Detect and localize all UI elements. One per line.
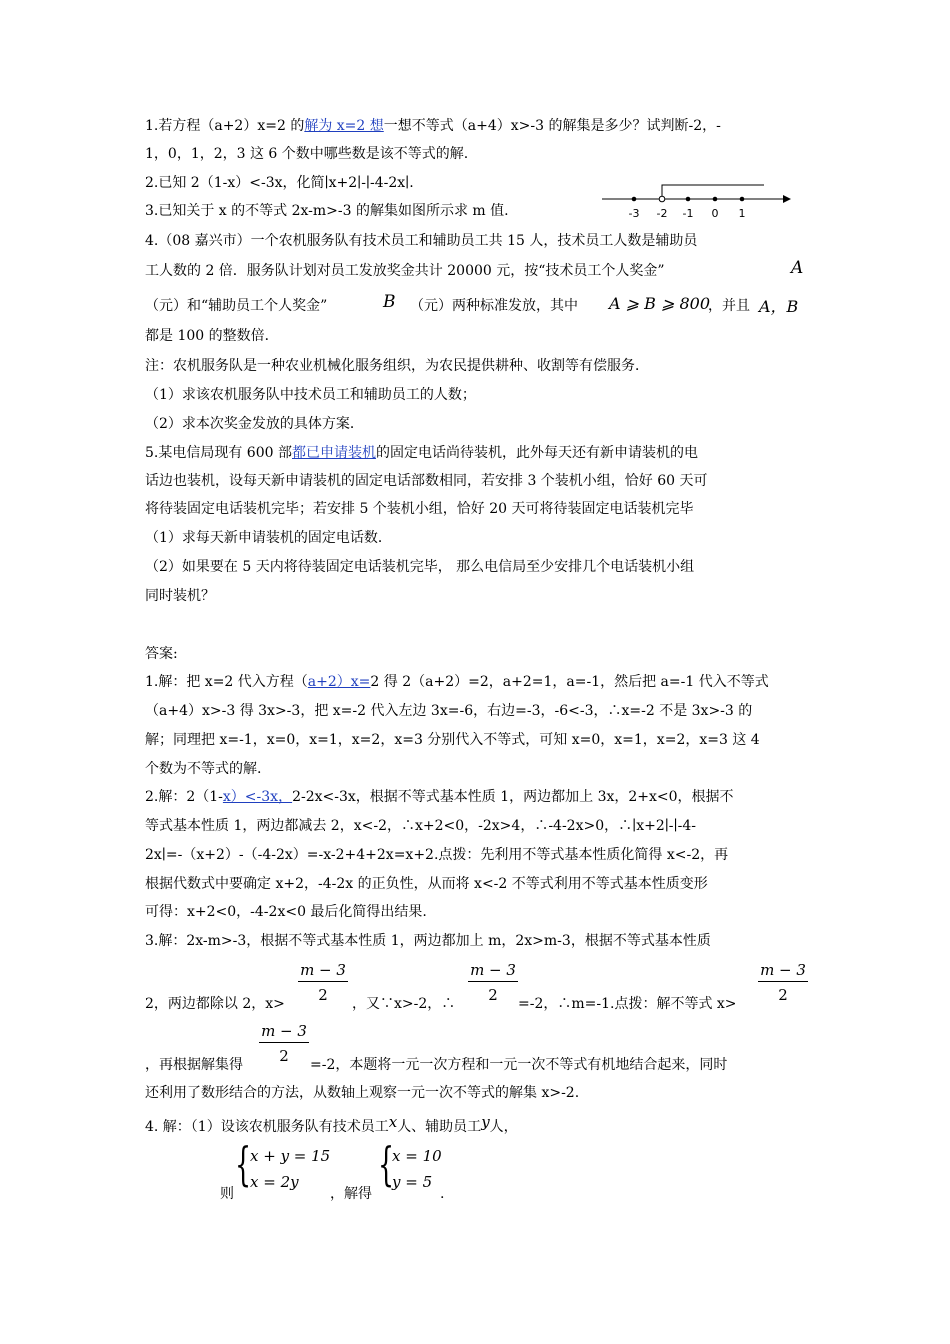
a4-x-symbol: x [388,1113,398,1131]
a2-line4: 根据代数式中要确定 x+2，-4-2x 的正负性，从而将 x<-2 不等式利用不等式基本性质变形 [145,876,708,892]
answers-heading: 答案: [145,646,178,662]
a4-text-b: 人、辅助员工 [397,1119,482,1135]
fraction-m-minus-3-over-2 [298,961,348,1004]
fraction-numerator: m − 3 [758,961,808,982]
q1-link[interactable]: 解为 x=2 想 [304,118,384,134]
a4-solve: ，解得 [330,1186,372,1202]
q1-line1 [145,116,721,136]
a3-line3-a: ，再根据解集得 [145,1057,243,1073]
q5-sub2: （2）如果要在 5 天内将待装固定电话装机完毕， 那么电信局至少安排几个电话装机小组 [145,559,695,575]
fraction-denominator: 2 [318,986,328,1004]
a3-line2-c: =-2，∴m=-1.点拨：解不等式 x> [518,996,737,1012]
q5-line1 [145,443,698,463]
a3-line3-b: =-2，本题将一元一次方程和一元一次不等式有机地结合起来，同时 [310,1057,728,1073]
a1-line4: 个数为不等式的解. [145,761,262,777]
number-line-arrow [783,195,791,203]
tick-label: 1 [738,207,746,220]
fraction-m-minus-3-over-2 [468,961,518,1004]
tick-dot [740,197,745,202]
q5-sub1: （1）求每天新申请装机的固定电话数． [145,530,392,546]
q4-note: 注：农机服务队是一种农业机械化服务组织，为农民提供耕种、收割等有偿服务． [145,358,649,374]
q4-inequality: A ⩾ B ⩾ 800 [609,294,711,313]
q5-text-b: 的固定电话尚待装机，此外每天还有新申请装机的电 [375,445,698,461]
fraction-m-minus-3-over-2 [259,1022,309,1065]
a2-line1 [145,787,734,807]
tick-label: -2 [656,207,668,220]
a1-text-a: 1.解：把 x=2 代入方程（ [145,674,308,690]
a2-line5: 可得：x+2<0，-4-2x<0 最后化简得出结果. [145,904,427,920]
a2-line3: 2x∣=-（x+2）-（-4-2x）=-x-2+4+2x=x+2.点拨：先利用不等式基本性质化简得 x<-2，再 [145,847,729,863]
q5-line3: 将待装固定电话装机完毕；若安排 5 个装机小组，恰好 20 天可将待装固定电话装机完毕 [145,501,694,517]
fraction-denominator: 2 [279,1047,289,1065]
q4-sub1: （1）求该农机服务队中技术员工和辅助员工的人数； [145,387,476,403]
fraction-numerator: m − 3 [468,961,518,982]
a4-text-c: 人， [489,1119,518,1135]
q4-B-symbol: B [383,292,396,312]
q4-line3 [145,296,327,316]
a3-line4: 还利用了数形结合的方法，从数轴上观察一元一次不等式的解集 x>-2. [145,1085,580,1101]
a4-then: 则 [220,1186,234,1202]
fraction-m-minus-3-over-2 [758,961,808,1004]
q4-sub2: （2）求本次奖金发放的具体方案． [145,416,364,432]
a3-line2-b: ，又∵x>-2，∴ [352,996,456,1012]
a3-line2-a: 2，两边都除以 2，x> [145,996,285,1012]
tick-dot [713,197,718,202]
q4-A-symbol: A [791,258,804,278]
fraction-numerator: m − 3 [259,1022,309,1043]
solution-set-bracket [662,185,764,199]
q5-line2: 话边也装机，设每天新申请装机的固定电话部数相同，若安排 3 个装机小组，恰好 60 天可 [145,473,708,489]
q4-line3-b: （元）两种标准发放，其中 [410,298,578,314]
q3-text: 3.已知关于 x 的不等式 2x-m>-3 的解集如图所示求 m 值. [145,203,509,219]
a2-line2: 等式基本性质 1，两边都减去 2，x<-2，∴x+2<0，-2x>4，∴-4-2x>0，∴∣x+2∣-∣-4- [145,818,696,834]
q4-line4: 都是 100 的整数倍． [145,328,279,344]
a1-line2: （a+4）x>-3 得 3x>-3，把 x=-2 代入左边 3x=-6，右边=-3，-6<-3，∴x=-2 不是 3x>-3 的 [145,703,753,719]
equation-system [250,1143,330,1195]
tick-label: 0 [711,207,719,220]
tick-label: -3 [628,207,640,220]
open-endpoint-circle [659,196,665,202]
q1-text-b: 一想不等式（a+4）x>-3 的解集是多少？试判断-2，- [383,118,721,134]
a2-text-b: 2-2x<-3x，根据不等式基本性质 1，两边都加上 3x，2+x<0，根据不 [292,789,734,805]
a2-link[interactable]: x）<-3x， [222,789,293,805]
a4-y-symbol: y [481,1113,490,1131]
left-brace-icon: { [235,1137,252,1191]
tick-dot [686,197,691,202]
equation-1: x + y = 15 [250,1147,331,1165]
q5-sub2-line2: 同时装机？ [145,588,215,604]
equation-2: x = 2y [250,1173,299,1191]
fraction-denominator: 2 [778,986,788,1004]
q1-text-a: 1.若方程（a+2）x=2 的 [145,118,305,134]
q4-AB-symbols: A，B [759,297,799,316]
q2-text: 2.已知 2（1-x）<-3x，化简∣x+2∣-∣-4-2x∣. [145,175,414,191]
left-brace-icon: { [378,1137,395,1191]
a4-text-a: 4. 解：（1）设该农机服务队有技术员工 [145,1119,389,1135]
q4-line3-a: （元）和“辅助员工个人奖金” [145,298,328,314]
a3-line1: 3.解：2x-m>-3，根据不等式基本性质 1，两边都加上 m，2x>m-3，根据不等式基本性质 [145,933,711,949]
q5-link[interactable]: 都已申请装机 [291,445,376,461]
a1-line3: 解；同理把 x=-1，x=0，x=1，x=2，x=3 分别代入不等式，可知 x=0，x=1，x=2，x=3 这 4 [145,732,760,748]
number-line-figure [598,176,798,221]
a1-text-b: 2 得 2（a+2）=2，a+2=1，a=-1，然后把 a=-1 代入不等式 [370,674,769,690]
solution-1: x = 10 [392,1147,442,1165]
a4-end: . [440,1186,445,1202]
a1-link[interactable]: a+2）x= [307,674,371,690]
fraction-numerator: m − 3 [298,961,348,982]
q1-line2: 1，0，1，2，3 这 6 个数中哪些数是该不等式的解. [145,146,469,162]
q4-line3-c: ，并且 [708,298,750,314]
fraction-denominator: 2 [488,986,498,1004]
a4-line1 [145,1113,518,1137]
a1-line1 [145,672,769,692]
tick-dot [632,197,637,202]
tick-label: -1 [682,207,694,220]
q4-line2: 工人数的 2 倍．服务队计划对员工发放奖金共计 20000 元，按“技术员工个人奖金” [145,263,665,279]
q4-line1: 4.（08 嘉兴市）一个农机服务队有技术员工和辅助员工共 15 人，技术员工人数是辅助员 [145,233,698,249]
solution-2: y = 5 [392,1173,433,1191]
a2-text-a: 2.解：2（1- [145,789,223,805]
solution-system [392,1143,442,1195]
q5-text-a: 5.某电信局现有 600 部 [145,445,292,461]
